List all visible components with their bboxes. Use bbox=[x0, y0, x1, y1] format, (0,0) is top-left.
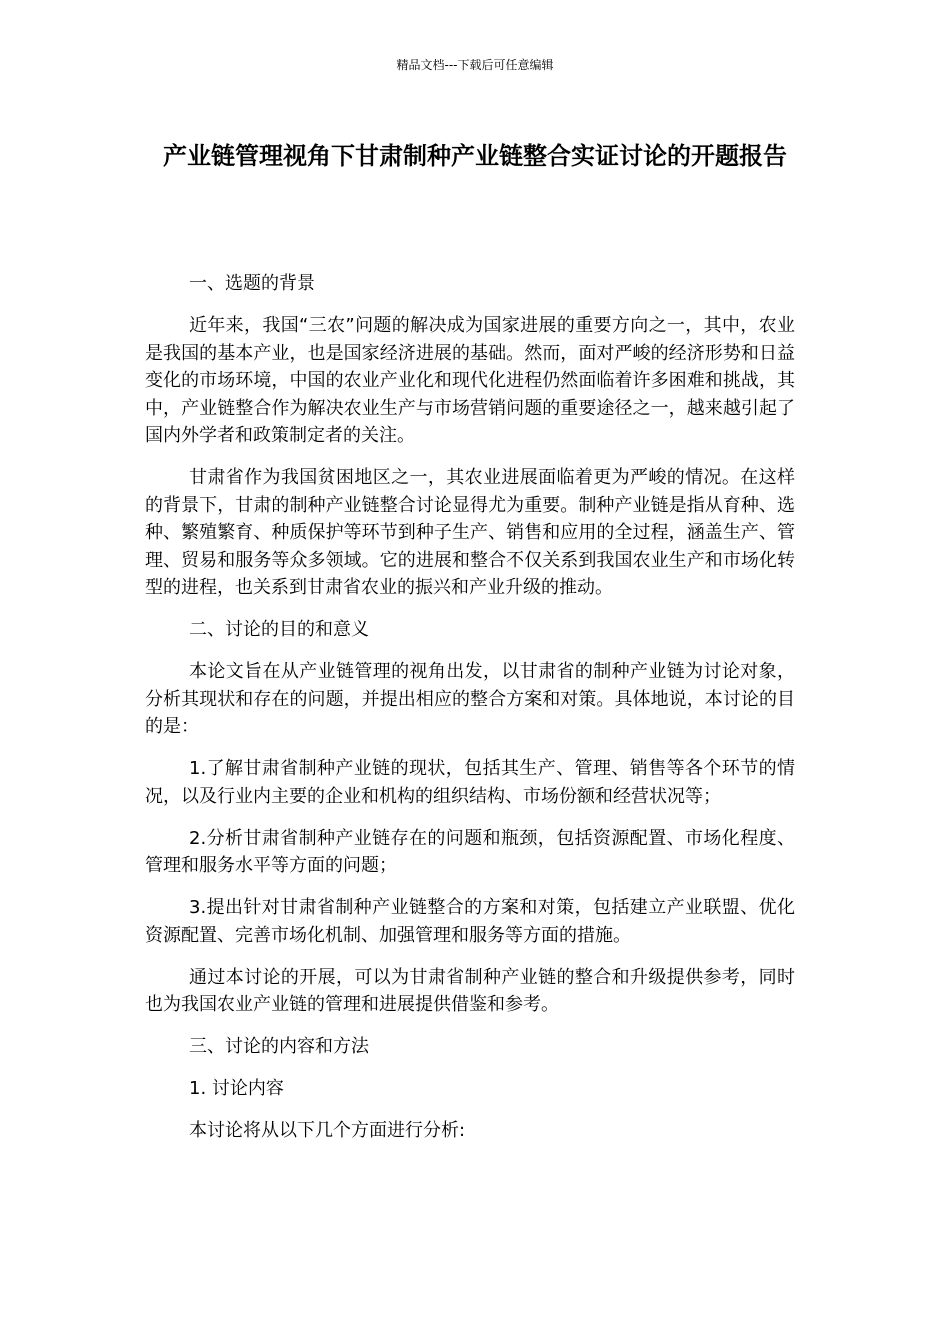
section-heading-background: 一、选题的背景 bbox=[189, 273, 315, 294]
paragraph-purpose-significance: 通过本讨论的开展，可以为甘肃省制种产业链的整合和升级提供参考，同时也为我国农业产业链的管理和进展提供借鉴和参考。 bbox=[145, 966, 795, 1015]
paragraph-content-intro: 本讨论将从以下几个方面进行分析: bbox=[189, 1120, 466, 1141]
paragraph-background-1: 近年来，我国“三农”问题的解决成为国家进展的重要方向之一，其中，农业是我国的基本产业，也是国家经济进展的基础。然而，面对严峻的经济形势和日益变化的市场环境，中国的农业产业化和现代化进程仍然面临着许多困难和挑战，其中，产业链整合作为解决农业生产与市场营销问题的重要途径之一，越来越引起了国内外学者和政策制定者的关注。 bbox=[145, 315, 795, 446]
header-note: 精品文档---下载后可任意编辑 bbox=[396, 58, 554, 72]
paragraph-background-2: 甘肃省作为我国贫困地区之一，其农业进展面临着更为严峻的情况。在这样的背景下，甘肃的制种产业链整合讨论显得尤为重要。制种产业链是指从育种、选种、繁殖繁育、种质保护等环节到种子生产、销售和应用的全过程，涵盖生产、管理、贸易和服务等众多领域。它的进展和整合不仅关系到我国农业生产和市场化转型的进程，也关系到甘肃省农业的振兴和产业升级的推动。 bbox=[145, 467, 795, 598]
subheading-content: 1. 讨论内容 bbox=[189, 1078, 284, 1099]
section-heading-purpose: 二、讨论的目的和意义 bbox=[189, 619, 369, 640]
list-item-purpose-2: 2.分析甘肃省制种产业链存在的问题和瓶颈，包括资源配置、市场化程度、管理和服务水平等方面的问题； bbox=[145, 827, 795, 876]
document-title: 产业链管理视角下甘肃制种产业链整合实证讨论的开题报告 bbox=[163, 142, 787, 170]
list-item-purpose-1: 1.了解甘肃省制种产业链的现状，包括其生产、管理、销售等各个环节的情况，以及行业内主要的企业和机构的组织结构、市场份额和经营状况等； bbox=[145, 758, 795, 807]
paragraph-purpose-intro: 本论文旨在从产业链管理的视角出发，以甘肃省的制种产业链为讨论对象，分析其现状和存在的问题，并提出相应的整合方案和对策。具体地说，本讨论的目的是： bbox=[145, 661, 795, 737]
section-heading-content-method: 三、讨论的内容和方法 bbox=[189, 1036, 369, 1057]
list-item-purpose-3: 3.提出针对甘肃省制种产业链整合的方案和对策，包括建立产业联盟、优化资源配置、完善市场化机制、加强管理和服务等方面的措施。 bbox=[145, 897, 795, 946]
document-body bbox=[145, 270, 795, 1159]
